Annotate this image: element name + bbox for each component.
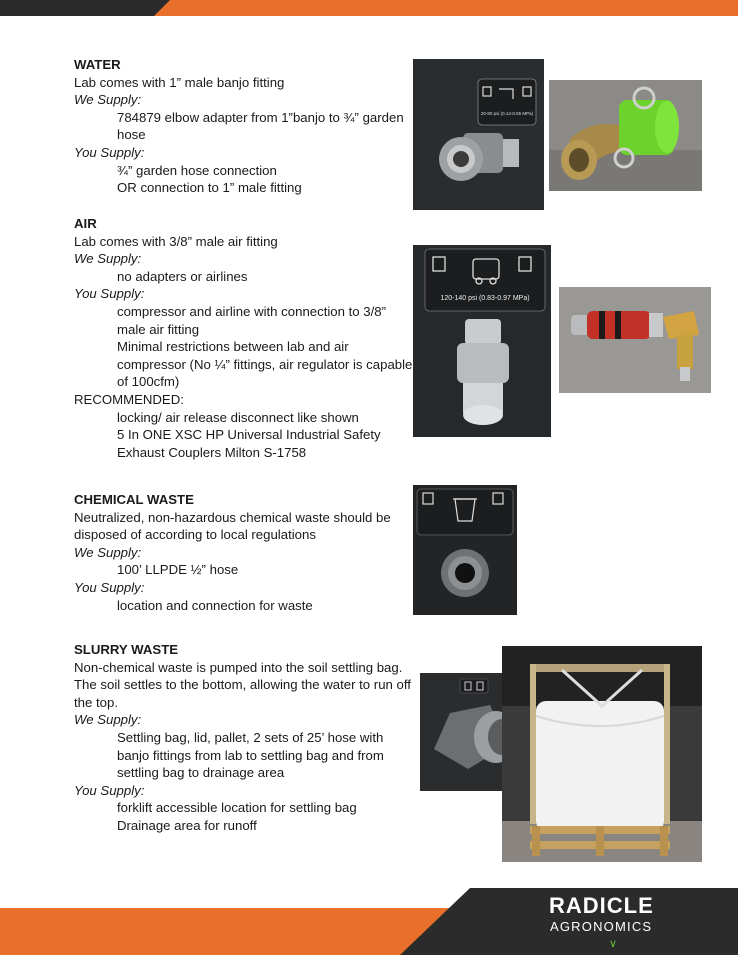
section-heading: SLURRY WASTE xyxy=(74,642,179,657)
supply-item: 784879 elbow adapter from 1”banjo to ¾” garden hose xyxy=(117,109,404,143)
body-text: Neutralized, non-hazardous chemical waste should be disposed of according to local regulations xyxy=(74,509,391,543)
supply-label: We Supply: xyxy=(74,92,142,108)
logo-wordmark-secondary: AGRONOMICS xyxy=(550,919,653,934)
chemical-waste-outlet-photo xyxy=(413,485,517,615)
slurry-waste-section xyxy=(74,641,414,835)
settling-bag-photo xyxy=(502,646,702,862)
water-pressure-label: 20-80 psi (0.14-0.55 MPa) xyxy=(480,111,534,116)
supply-label: You Supply: xyxy=(74,782,145,798)
top-header-bar xyxy=(0,0,738,16)
body-text: Lab comes with 1” male banjo fitting xyxy=(74,74,285,90)
supply-item: Minimal restrictions between lab and air compressor (No ¼” fittings, air regulator is capable of 100cfm) xyxy=(117,339,413,390)
supply-label: You Supply: xyxy=(74,286,145,302)
elbow-adapter-photo xyxy=(549,80,702,191)
supply-item: compressor and airline with connection to 3/8” male air fitting xyxy=(117,303,387,337)
air-section xyxy=(74,215,414,461)
supply-item: Drainage area for runoff xyxy=(117,817,257,833)
supply-item: forklift accessible location for settling bag xyxy=(117,800,357,816)
supply-label: We Supply: xyxy=(74,251,142,267)
supply-label: We Supply: xyxy=(74,712,142,728)
air-coupler-photo xyxy=(559,287,711,393)
supply-item: Settling bag, lid, pallet, 2 sets of 25’ hose with banjo fittings from lab to settling bag and from settling bag to drainage area xyxy=(117,729,384,781)
company-logo xyxy=(549,893,679,953)
water-inlet-photo xyxy=(413,59,544,210)
supply-label: We Supply: xyxy=(74,544,142,560)
supply-label: You Supply: xyxy=(74,144,145,160)
leaf-icon: ∨ xyxy=(609,938,618,950)
supply-item: 100’ LLPDE ½” hose xyxy=(117,562,239,578)
body-text: Non-chemical waste is pumped into the soil settling bag. The soil settles to the bottom, allowing the water to run off the top. xyxy=(74,659,411,710)
water-section xyxy=(74,56,414,197)
section-heading: AIR xyxy=(74,216,97,231)
supply-item: locking/ air release disconnect like shown xyxy=(117,409,359,425)
chemical-waste-section xyxy=(74,491,414,614)
section-heading: CHEMICAL WASTE xyxy=(74,492,194,507)
supply-item: ¾” garden hose connection xyxy=(117,162,277,178)
supply-item: no adapters or airlines xyxy=(117,268,248,284)
supply-item: OR connection to 1” male fitting xyxy=(117,180,302,196)
logo-wordmark-primary: RADICLE xyxy=(549,893,654,918)
air-pressure-label: 120-140 psi (0.83-0.97 MPa) xyxy=(440,295,530,302)
body-text: RECOMMENDED: xyxy=(74,391,184,407)
supply-label: You Supply: xyxy=(74,579,145,595)
section-heading: WATER xyxy=(74,57,121,72)
supply-item: 5 In ONE XSC HP Universal Industrial Safety Exhaust Couplers Milton S-1758 xyxy=(117,427,381,460)
air-inlet-photo xyxy=(413,245,551,437)
supply-item: location and connection for waste xyxy=(117,597,313,613)
body-text: Lab comes with 3/8” male air fitting xyxy=(74,233,278,249)
